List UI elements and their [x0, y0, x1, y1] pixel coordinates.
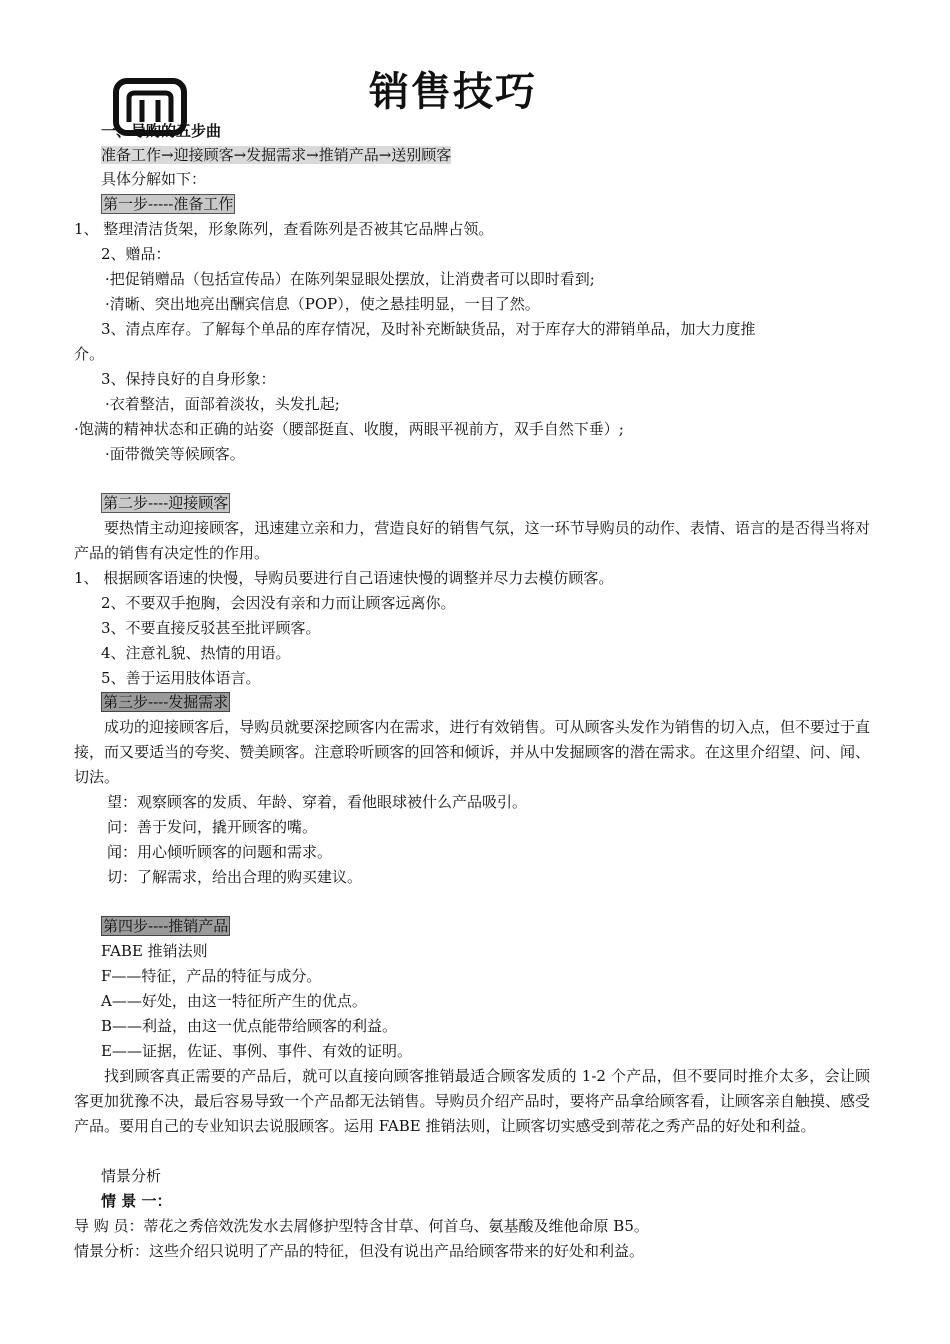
step3-label: 第三步----发掘需求: [103, 693, 229, 711]
fabe-item: F——特征，产品的特征与成分。: [101, 967, 322, 985]
fabe-title: FABE 推销法则: [101, 942, 208, 960]
step1-item: ·饱满的精神状态和正确的站姿（腰部挺直、收腹，两眼平视前方，双手自然下垂）;: [74, 420, 624, 438]
step3-item: 望：观察顾客的发质、年龄、穿着，看他眼球被什么产品吸引。: [107, 793, 528, 811]
step1-item: 3、保持良好的自身形象：: [101, 370, 276, 388]
scenario-line: 情景分析：这些介绍只说明了产品的特征，但没有说出产品给顾客带来的好处和利益。: [74, 1242, 645, 1260]
scenario-title: 情景分析: [101, 1167, 162, 1185]
step2-paragraph: 要热情主动迎接顾客，迅速建立亲和力，营造良好的销售气氛，这一环节导购员的动作、表情、语言的是否得当将对产品的销售有决定性的作用。: [74, 519, 870, 562]
step1-item: 介。: [74, 345, 105, 363]
step3-item: 切：了解需求，给出合理的购买建议。: [107, 868, 363, 886]
step3-item: 问：善于发问，撬开顾客的嘴。: [107, 818, 318, 836]
section-heading: 一、导购的五步曲: [101, 122, 222, 140]
step1-item: ·面带微笑等候顾客。: [105, 445, 245, 463]
step3-paragraph: 成功的迎接顾客后，导购员就要深挖顾客内在需求，进行有效销售。可从顾客头发作为销售的切入点，但不要过于直接，而又要适当的夸奖、赞美顾客。注意聆听顾客的回答和倾诉，并从中发掘顾客的潜在需求。在这里介绍望、问、闻、切法。: [74, 718, 870, 786]
step2-label: 第二步----迎接顾客: [103, 494, 229, 512]
step1-item: ·把促销赠品（包括宣传品）在陈列架显眼处摆放，让消费者可以即时看到;: [105, 270, 595, 288]
step2-item: 3、不要直接反驳甚至批评顾客。: [101, 619, 321, 637]
step3-item: 闻：用心倾听顾客的问题和需求。: [107, 843, 333, 861]
step4-label: 第四步----推销产品: [103, 917, 229, 935]
scenario-heading: 情 景 一：: [101, 1192, 172, 1210]
step4-paragraph: 找到顾客真正需要的产品后，就可以直接向顾客推销最适合顾客发质的 1-2 个产品，但不要同时推介太多，会让顾客更加犹豫不决，最后容易导致一个产品都无法销售。导购员介绍产品时，要将产品拿给顾客看，让顾客亲自触摸、感受产品。要用自己的专业知识去说服顾客。运用 FABE 推销法则，让顾客切实感受到蒂花之秀产品的好处和利益。: [74, 1067, 870, 1135]
step2-item: 1、 根据顾客语速的快慢，导购员要进行自己语速快慢的调整并尽力去模仿顾客。: [74, 569, 614, 587]
step1-item: ·清晰、突出地亮出酬宾信息（POP），使之悬挂明显，一目了然。: [105, 295, 540, 313]
fabe-item: A——好处，由这一特征所产生的优点。: [101, 992, 367, 1010]
document-title: 销售技巧: [369, 69, 537, 115]
step2-item: 4、注意礼貌、热情的用语。: [101, 644, 291, 662]
scenario-line: 导 购 员：蒂花之秀倍效洗发水去屑修护型特含甘草、何首乌、氨基酸及维他命原 B5。: [74, 1217, 649, 1235]
step1-label: 第一步-----准备工作: [103, 195, 234, 213]
step2-item: 2、不要双手抱胸，会因没有亲和力而让顾客远离你。: [101, 594, 456, 612]
intro-text: 具体分解如下：: [101, 170, 207, 188]
fabe-item: E——证据，佐证、事例、事件、有效的证明。: [101, 1042, 412, 1060]
steps-flow: 准备工作→迎接顾客→发掘需求→推销产品→送别顾客: [101, 146, 452, 164]
step1-item: 1、 整理清洁货架，形象陈列，查看陈列是否被其它品牌占领。: [74, 220, 494, 238]
fabe-item: B——利益，由这一优点能带给顾客的利益。: [101, 1017, 398, 1035]
step1-item: ·衣着整洁，面部着淡妆，头发扎起;: [105, 395, 340, 413]
step1-item: 3、清点库存。了解每个单品的库存情况，及时补充断缺货品，对于库存大的滞销单品，加大力度推: [101, 320, 756, 338]
step1-item: 2、赠品：: [101, 245, 171, 263]
step2-item: 5、善于运用肢体语言。: [101, 669, 261, 687]
